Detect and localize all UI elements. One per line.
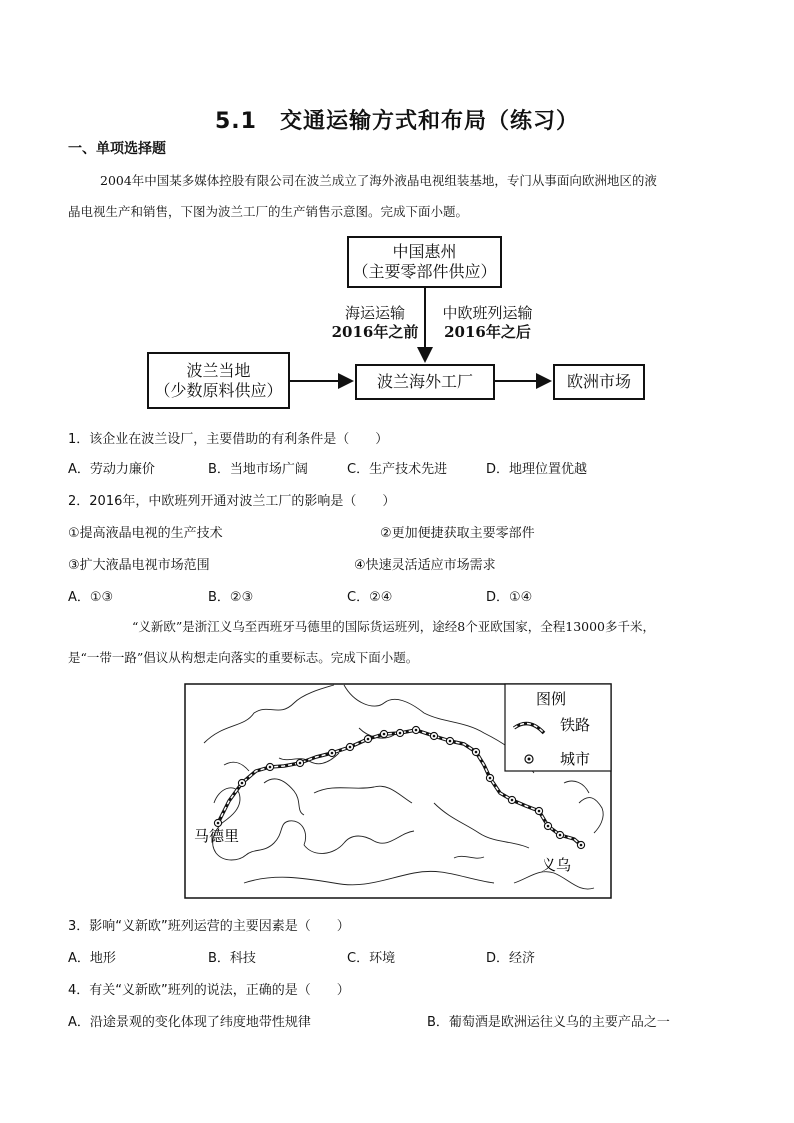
city-marker-dot <box>415 729 418 732</box>
city-marker-dot <box>269 766 272 769</box>
intro2-line1: “义新欧”是浙江义乌至西班牙马德里的国际货运班列，途经8个亚欧国家，全程13000多千米， <box>132 619 655 634</box>
flow-label-rail-mode: 中欧班列运输 <box>442 304 533 322</box>
q3-option-d[interactable]: D．经济 <box>486 951 536 966</box>
legend-city-symbol <box>525 755 533 763</box>
q1-option-a[interactable]: A．劳动力廉价 <box>68 462 155 477</box>
flow-label-sea-mode: 海运运输 <box>344 304 405 322</box>
q2-stem: 2．2016年，中欧班列开通对波兰工厂的影响是（ ） <box>68 494 396 509</box>
city-marker-dot <box>349 746 352 749</box>
city-marker-dot <box>449 740 452 743</box>
legend-rail-label: 铁路 <box>560 716 591 734</box>
city-marker-dot <box>331 752 334 755</box>
q2-statement-4: ④快速灵活适应市场需求 <box>354 558 496 573</box>
q2-option-a[interactable]: A．①③ <box>68 590 114 605</box>
q2-option-c[interactable]: C．②④ <box>347 590 393 605</box>
city-label-madrid: 马德里 <box>194 827 240 845</box>
city-marker-dot <box>299 762 302 765</box>
q2-option-d[interactable]: D．①④ <box>486 590 533 605</box>
city-label-yiwu: 义乌 <box>541 856 572 874</box>
city-marker-dot <box>580 844 583 847</box>
q3-option-c[interactable]: C．环境 <box>347 951 396 966</box>
city-marker-dot <box>511 799 514 802</box>
flow-arrows <box>0 0 794 420</box>
q2-statement-3: ③扩大液晶电视市场范围 <box>68 558 210 573</box>
city-marker-dot <box>367 738 370 741</box>
q1-stem: 1．该企业在波兰设厂，主要借助的有利条件是（ ） <box>68 432 389 447</box>
city-marker-dot <box>489 777 492 780</box>
q3-option-b[interactable]: B．科技 <box>208 951 256 966</box>
q3-option-a[interactable]: A．地形 <box>68 951 116 966</box>
box-china-huizhou-line2: （主要零部件供应） <box>352 262 497 281</box>
box-china-huizhou-line1: 中国惠州 <box>392 242 457 261</box>
city-marker-dot <box>475 751 478 754</box>
q2-statement-2: ②更加便捷获取主要零部件 <box>380 526 535 541</box>
intro2-line2: 是“一带一路”倡议从构想走向落实的重要标志。完成下面小题。 <box>68 650 419 665</box>
q1-option-d[interactable]: D．地理位置优越 <box>486 462 588 477</box>
city-marker-dot <box>217 822 220 825</box>
city-marker-dot <box>547 825 550 828</box>
flow-label-rail-year: 2016年之后 <box>444 323 531 341</box>
box-poland-local-line2: （少数原料供应） <box>154 380 283 400</box>
q4-option-b[interactable]: B．葡萄酒是欧洲运往义乌的主要产品之一 <box>427 1015 670 1030</box>
city-marker-dot <box>241 782 244 785</box>
box-europe-market-label: 欧洲市场 <box>566 372 631 391</box>
city-marker-dot <box>538 810 541 813</box>
legend-city-label: 城市 <box>560 750 591 768</box>
q1-option-b[interactable]: B．当地市场广阔 <box>208 462 308 477</box>
city-marker-dot <box>433 735 436 738</box>
legend-title: 图例 <box>536 690 567 708</box>
section-heading: 一、单项选择题 <box>68 141 166 157</box>
intro1-line2: 晶电视生产和销售，下图为波兰工厂的生产销售示意图。完成下面小题。 <box>68 204 469 219</box>
box-poland-local-line1: 波兰当地 <box>186 360 251 380</box>
flow-label-sea-year: 2016年之前 <box>331 323 419 341</box>
city-marker-dot <box>383 733 386 736</box>
q1-option-c[interactable]: C．生产技术先进 <box>347 462 448 477</box>
railway-map <box>184 683 612 899</box>
q4-option-a[interactable]: A．沿途景观的变化体现了纬度地带性规律 <box>68 1015 311 1030</box>
page-title: 5.1 交通运输方式和布局（练习） <box>215 109 579 134</box>
q3-stem: 3．影响“义新欧”班列运营的主要因素是（ ） <box>68 919 350 934</box>
city-marker-dot <box>559 834 562 837</box>
q4-stem: 4．有关“义新欧”班列的说法，正确的是（ ） <box>68 983 350 998</box>
q2-statement-1: ①提高液晶电视的生产技术 <box>68 526 223 541</box>
box-poland-factory-label: 波兰海外工厂 <box>376 372 473 391</box>
intro1-line1: 2004年中国某多媒体控股有限公司在波兰成立了海外液晶电视组装基地，专门从事面向欧洲地区的液 <box>100 173 657 188</box>
city-marker-dot <box>399 732 402 735</box>
q2-option-b[interactable]: B．②③ <box>208 590 254 605</box>
